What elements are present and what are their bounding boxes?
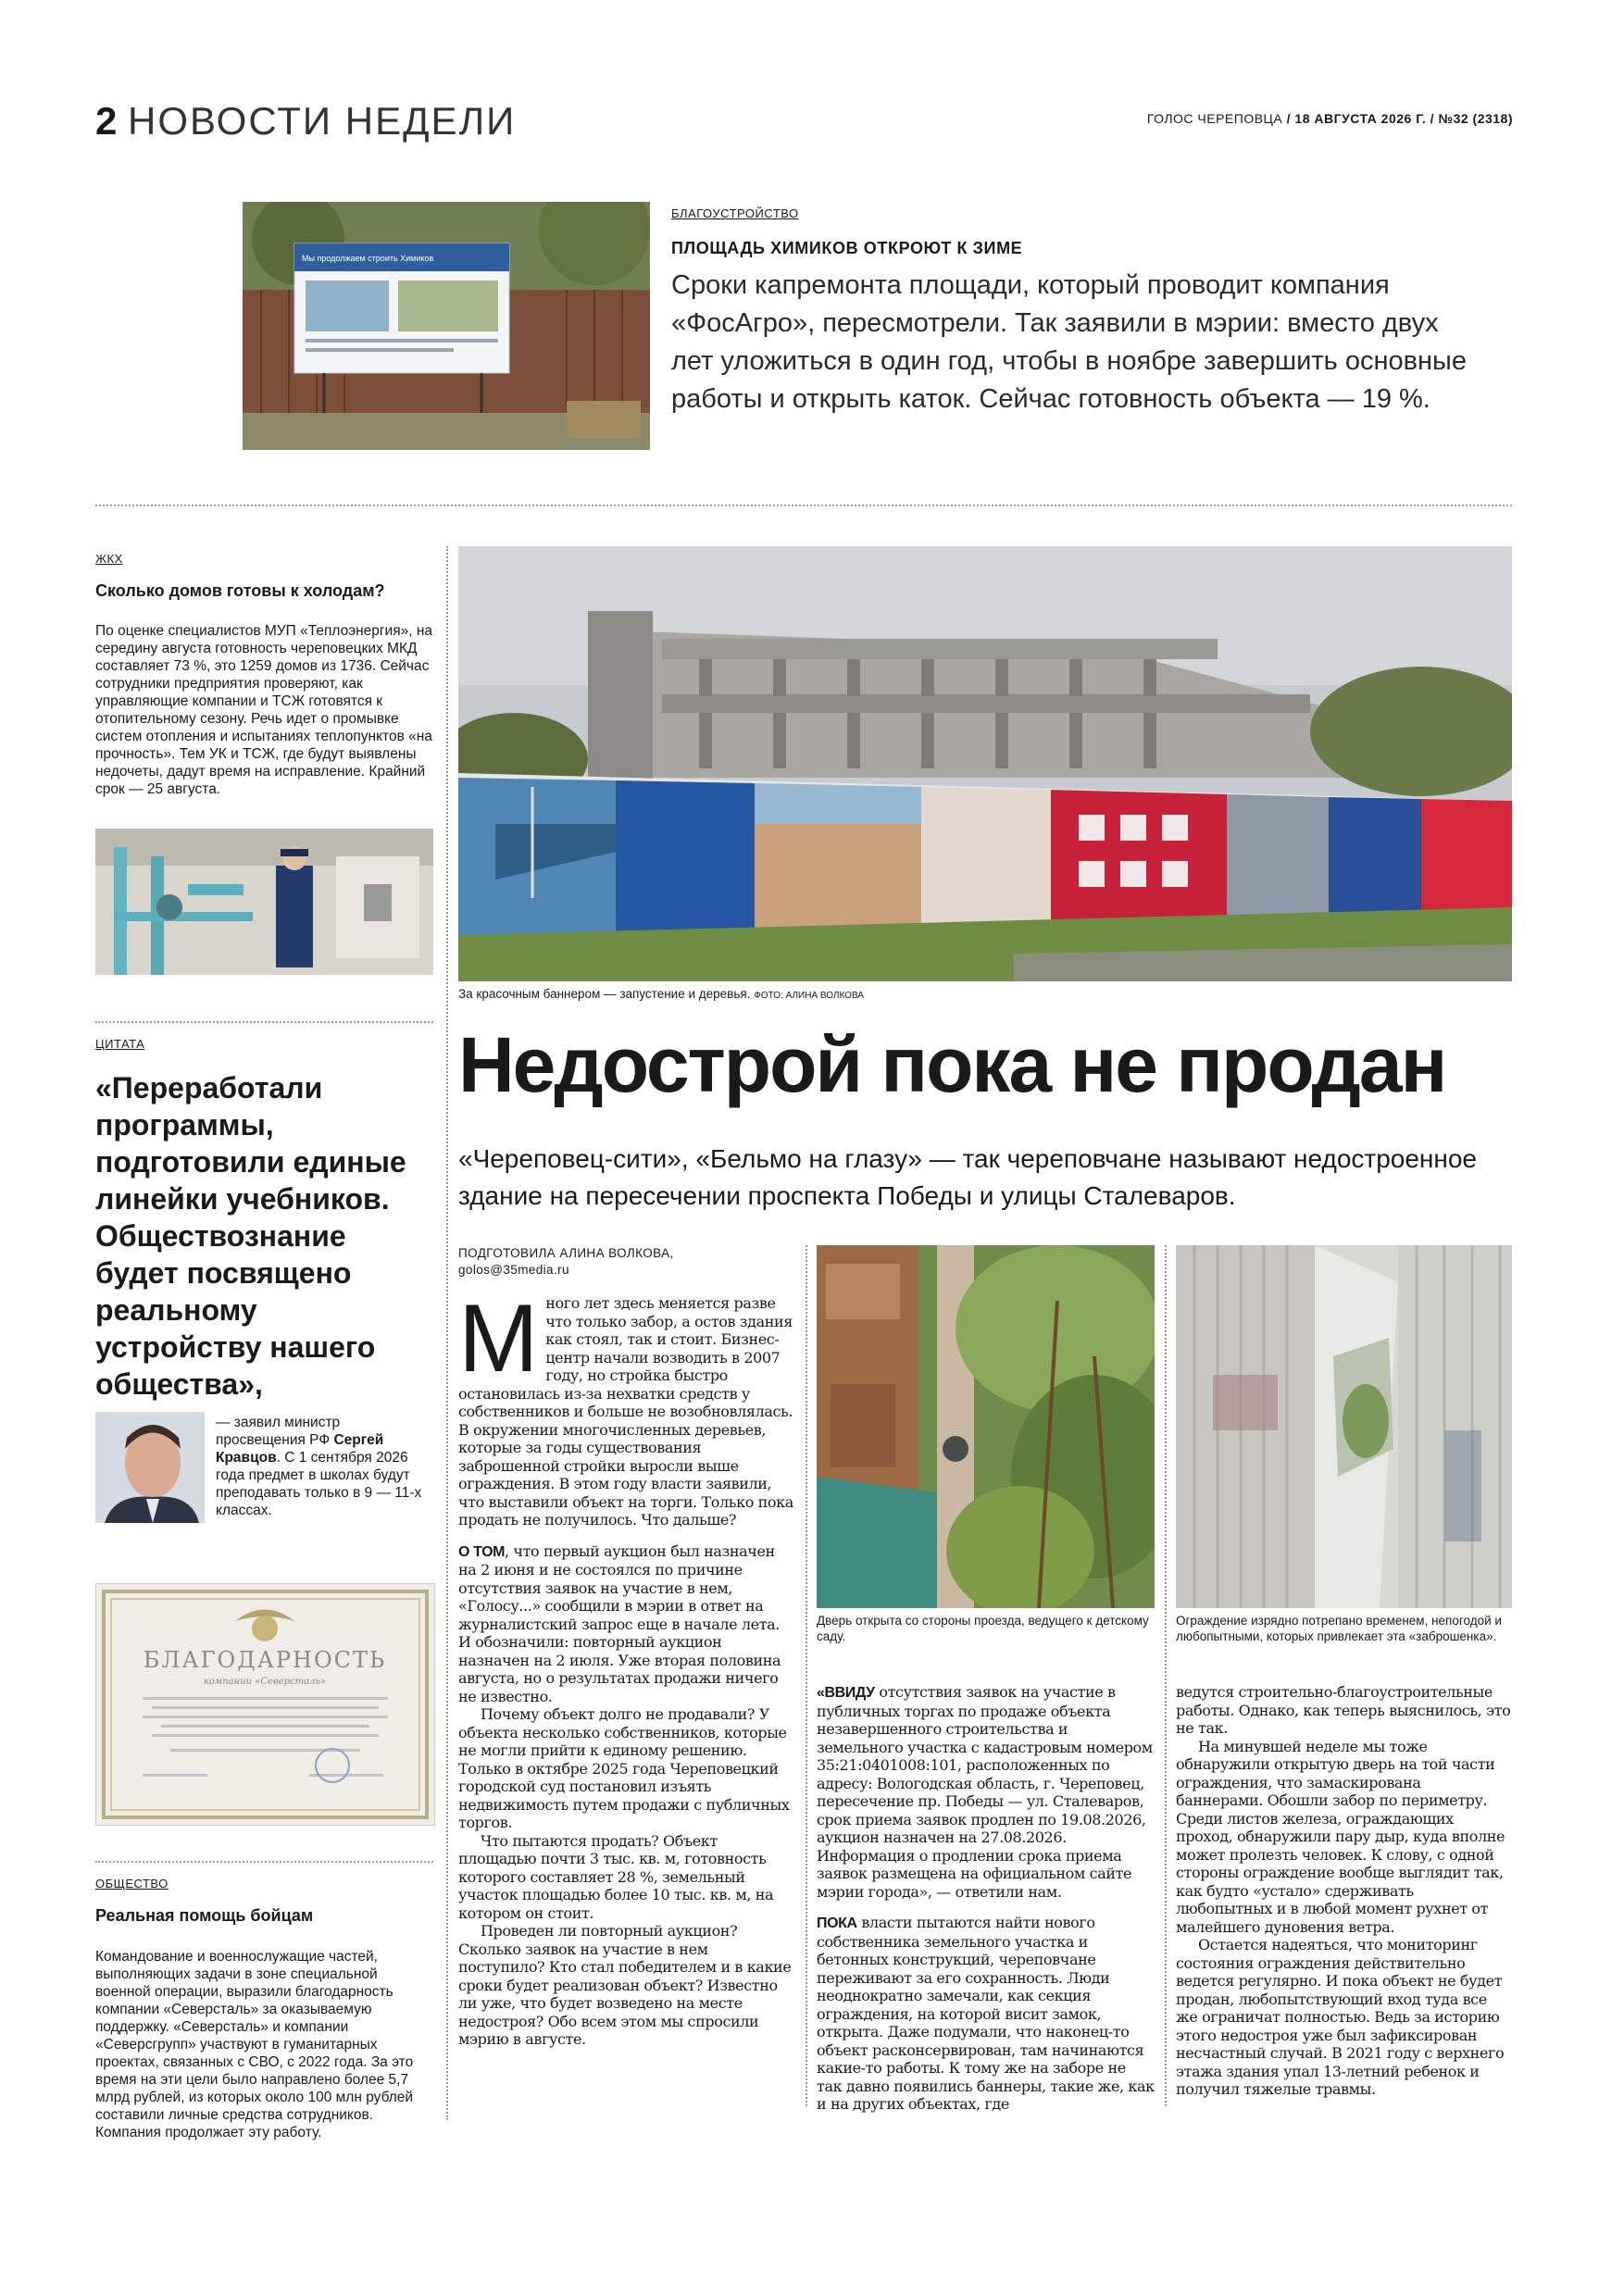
square-photo-image	[243, 202, 650, 450]
author: ПОДГОТОВИЛА АЛИНА ВОЛКОВА,	[458, 1246, 674, 1260]
divider	[95, 505, 1512, 506]
col1-p5: Проведен ли повторный аукцион? Сколько заявок на участие в нем поступило? Кто стал победителем и в какие сроки будет реализован объект? Известно ли уже, что будет возведено на месте недостроя? Обо всем этом мы спросили мэрию в августе.	[458, 1922, 792, 2048]
square-photo	[243, 202, 650, 450]
byline	[458, 1245, 674, 1279]
page-number: 2	[95, 99, 118, 143]
article-column-3	[1176, 1683, 1512, 2099]
top-story-rubric: БЛАГОУСТРОЙСТВО	[671, 206, 799, 220]
certificate-subtitle: компании «Северсталь»	[203, 1677, 327, 1687]
boiler-room-image	[95, 829, 433, 975]
attribution-prefix: — заявил министр просвещения РФ	[216, 1415, 341, 1448]
author-email: golos@35media.ru	[458, 1263, 569, 1277]
billboard-text: Мы продолжаем строить Химиков	[302, 254, 434, 263]
page-header	[95, 100, 516, 143]
top-story-body: Сроки капремонта площади, который проводит компания «ФосАгро», пересмотрели. Так заявили в мэрии: вместо двух лет уложиться в один год, чтобы в ноябре завершить основные работы и открыть каток. Сейчас готовность объекта — 19 %.	[671, 270, 1467, 414]
divider	[95, 1861, 433, 1863]
column-divider	[446, 546, 448, 2120]
col2-p2: власти пытаются найти нового собственника земельного участка и бетонных конструкций, череповчане переживают за его сохранность. Люди неоднократно замечали, как секция ограждения, на которой висит замок, открыта. Даже подумали, что наконец-то объект расконсервирован, там начинаются какие-то работы. К тому же на заборе не так давно появились баннеры, такие же, как и на других объектах, где	[817, 1914, 1155, 2113]
section-title: НОВОСТИ НЕДЕЛИ	[128, 99, 517, 143]
photo-credit: ФОТО: АЛИНА ВОЛКОВА	[754, 991, 864, 1001]
divider	[95, 1021, 433, 1023]
photo2-caption: Дверь открыта со стороны проезда, ведущего к детскому саду.	[817, 1614, 1149, 1643]
top-story-title: ПЛОЩАДЬ ХИМИКОВ ОТКРОЮТ К ЗИМЕ	[671, 239, 1023, 257]
quote-rubric: ЦИТАТА	[95, 1037, 145, 1051]
certificate-graphic	[96, 1584, 434, 1825]
certificate-title: БЛАГОДАРНОСТЬ	[143, 1647, 387, 1673]
society-rubric: ОБЩЕСТВО	[95, 1877, 169, 1890]
open-door-image	[817, 1245, 1155, 1608]
col2-p2-lead: ПОКА	[817, 1915, 857, 1931]
col1-p2-lead: О ТОМ	[458, 1543, 506, 1560]
zhkh-rubric: ЖКХ	[95, 552, 123, 566]
issue-info: / 18 АВГУСТА 2026 Г. / №32 (2318)	[1286, 111, 1513, 126]
fence-photo	[1176, 1245, 1512, 1608]
certificate-image	[95, 1583, 435, 1826]
society-body: Командование и военнослужащие частей, выполняющих задачи в зоне специальной военной операции, выразили благодарность компании «Северсталь» за оказываемую поддержку. «Северсталь» и компании «Северсгрупп» участвуют в гуманитарных проектах, связанных с СВО, с 2022 года. За это время на эти цели было направлено более 5,7 млрд рублей, из которых около 100 млн рублей составили личные средства сотрудников. Компания продолжает эту работу.	[95, 1949, 414, 2140]
article-headline: Недострой пока не продан	[458, 1021, 1446, 1108]
society-title: Реальная помощь бойцам	[95, 1906, 314, 1925]
col1-p3: Почему объект долго не продавали? У объекта несколько собственников, которые не могли прийти к единому решению. Только в октябре 2025 года Череповецкий городской суд постановил изъять недвижимость путем продажи с публичных торгов.	[458, 1705, 790, 1831]
column-divider	[806, 1245, 807, 2106]
column-divider	[1165, 1245, 1167, 2106]
masthead	[1147, 111, 1513, 126]
article-column-2	[817, 1683, 1155, 2114]
photo3-caption: Ограждение изрядно потрепано временем, непогодой и любопытными, которых привлекает эта «заброшенка».	[1176, 1614, 1502, 1643]
col1-p4: Что пытаются продать? Объект площадью почти 3 тыс. кв. м, готовность которого составляет 28 %, земельный участок площадью более 10 тыс. кв. м, на котором он стоит.	[458, 1831, 774, 1922]
main-photo	[458, 546, 1512, 981]
col1-p2: , что первый аукцион был назначен на 2 июня и не состоялся по причине отсутствия заявок на участие в нем, «Голосу...» сообщили в мэрии в ответ на журналистский запрос еще в начале лета. И обозначили: повторный аукцион назначен на 2 июля. Уже вторая половина августа, но о результатах продажи ничего не известно.	[458, 1541, 781, 1705]
attribution-rest: . С 1 сентября 2026 года предмет в школах будут преподавать только в 9 — 11-х классах.	[216, 1450, 422, 1518]
minister-portrait	[95, 1412, 205, 1523]
quote-attribution	[216, 1414, 433, 1519]
col2-p1: отсутствия заявок на участие в публичных торгах по продаже объекта незавершенного строительства и земельного участка с кадастровым номером 35:21:0401008:101, расположенных по адресу: Вологодская область, г. Череповец, пересечение пр. Победы — ул. Сталеваров, срок приема заявок продлен по 19.08.2026, аукцион назначен на 27.08.2026. Информация о продлении срока приема заявок размещена на официальном сайте мэрии города», — ответили нам.	[817, 1683, 1153, 1901]
newspaper-name: ГОЛОС ЧЕРЕПОВЦА	[1146, 111, 1283, 126]
col3-p1: ведутся строительно-благоустроительные работы. Однако, как теперь выяснилось, это не так.	[1176, 1683, 1511, 1737]
minister-photo	[95, 1412, 205, 1523]
minister-name: Сергей Кравцов	[216, 1432, 384, 1466]
col1-p1: ного лет здесь меняется разве что только забор, а остов здания как стоял, так и стоит. Бизнес-центр начали возводить в 2007 году, но стройка быстро остановилась из-за нехватки средств у собственников и больше не возобновлялась. В окружении многочисленных деревьев, которые за годы существования заброшенной стройки выросли выше ограждения. В этом году власти заявили, что выставили объект на торги. Только пока продать не получилось. Что дальше?	[458, 1294, 793, 1529]
open-door-photo	[817, 1245, 1155, 1608]
article-column-1	[458, 1285, 796, 2049]
zhkh-body: По оценке специалистов МУП «Теплоэнергия», на середину августа готовность череповецких МКД составляет 73 %, это 1259 домов из 1736. Сейчас сотрудники предприятия проверяют, как управляющие компании и ТСЖ готовятся к отопительному сезону. Речь идет о промывке систем отопления и испытаниях теплопунктов «на прочность». Тем УК и ТСЖ, где будут выявлены недочеты, дадут время на исправление. Крайний срок — 25 августа.	[95, 623, 433, 797]
boiler-room-photo	[95, 829, 433, 975]
col2-p1-lead: «ВВИДУ	[817, 1685, 875, 1701]
fence-image	[1176, 1245, 1512, 1608]
col3-p3: Остается надеяться, что мониторинг состояния ограждения действительно ведется регулярно. И пока объект не будет продан, любопытствующий вход туда все же ограничат полностью. Ведь за историю этого недостроя уже был зафиксирован несчастный случай. В 2021 году с верхнего этажа здания упал 13-летний ребенок и получил тяжелые травмы.	[1176, 1936, 1505, 2098]
quote-text: «Переработали программы, подготовили единые линейки учебников. Обществознание будет посвящено реальному устройству нашего общества»,	[95, 1071, 406, 1401]
dropcap: М	[458, 1285, 539, 1392]
zhkh-title: Сколько домов готовы к холодам?	[95, 581, 385, 600]
caption-text: За красочным баннером — запустение и деревья.	[458, 987, 751, 1001]
article-standfirst: «Череповец-сити», «Бельмо на глазу» — так череповчане называют недостроенное здание на пересечении проспекта Победы и улицы Сталеваров.	[458, 1144, 1477, 1210]
col3-p2: На минувшей неделе мы тоже обнаружили открытую дверь на той части ограждения, что замаскирована баннерами. Обошли забор по периметру. Среди листов железа, ограждающих проход, обнаружили пару дыр, куда вполне может пролезть человек. К слову, с одной стороны ограждение вообще выглядит так, как будто «устало» сдерживать любопытных и в любой момент рухнет от малейшего дуновения ветра.	[1176, 1737, 1505, 1936]
main-photo-caption	[458, 986, 864, 1004]
unfinished-building-photo	[458, 546, 1512, 981]
